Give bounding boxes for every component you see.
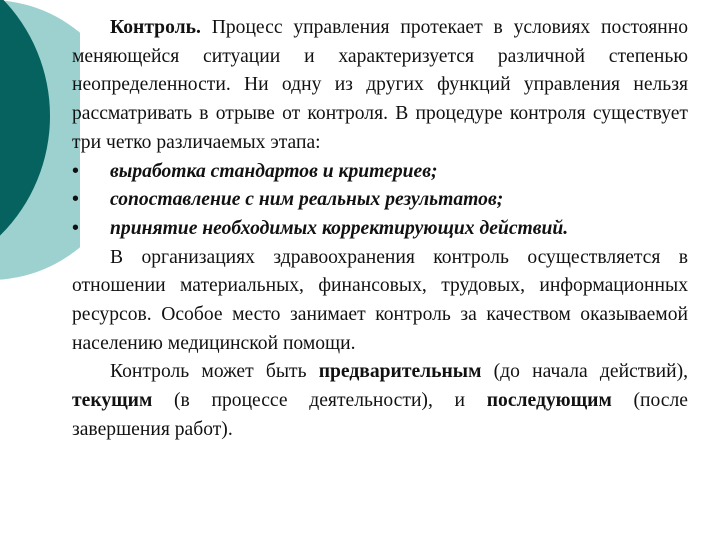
term-current: текущим — [72, 390, 153, 412]
bullet-icon: • — [72, 189, 79, 211]
paragraph-control-text: Процесс управления протекает в условиях постоянно меняющейся ситуации и характеризуется различной степенью неопределенности. Ни одну из других функций управления нельзя рассматривать в отрыве от контроля. В процедуре контроля существует три четко различаемых этапа: — [72, 17, 688, 153]
text-body — [72, 14, 688, 445]
stage-list — [72, 158, 688, 244]
paragraph-control — [72, 14, 688, 158]
bullet-icon: • — [72, 217, 79, 239]
term-subsequent: последующим — [486, 390, 612, 412]
decorative-circles — [0, 0, 80, 540]
list-item: • принятие необходимых корректирующих действий. — [72, 215, 688, 244]
paragraph-healthcare: В организациях здравоохранения контроль осуществляется в отношении материальных, финансовых, трудовых, информационных ресурсов. Особое место занимает контроль за качеством оказываемой населению медицинской помощи. — [72, 246, 688, 354]
term-preliminary: предварительным — [318, 361, 482, 383]
bullet-icon: • — [72, 160, 79, 182]
paragraph-control-types: Контроль может быть предварительным (до начала действий), текущим (в процессе деятельности), и последующим (после завершения работ). — [72, 361, 688, 440]
control-heading: Контроль. — [110, 17, 201, 38]
list-item: • сопоставление с ним реальных результатов; — [72, 186, 688, 215]
list-item: • выработка стандартов и критериев; — [72, 158, 688, 187]
